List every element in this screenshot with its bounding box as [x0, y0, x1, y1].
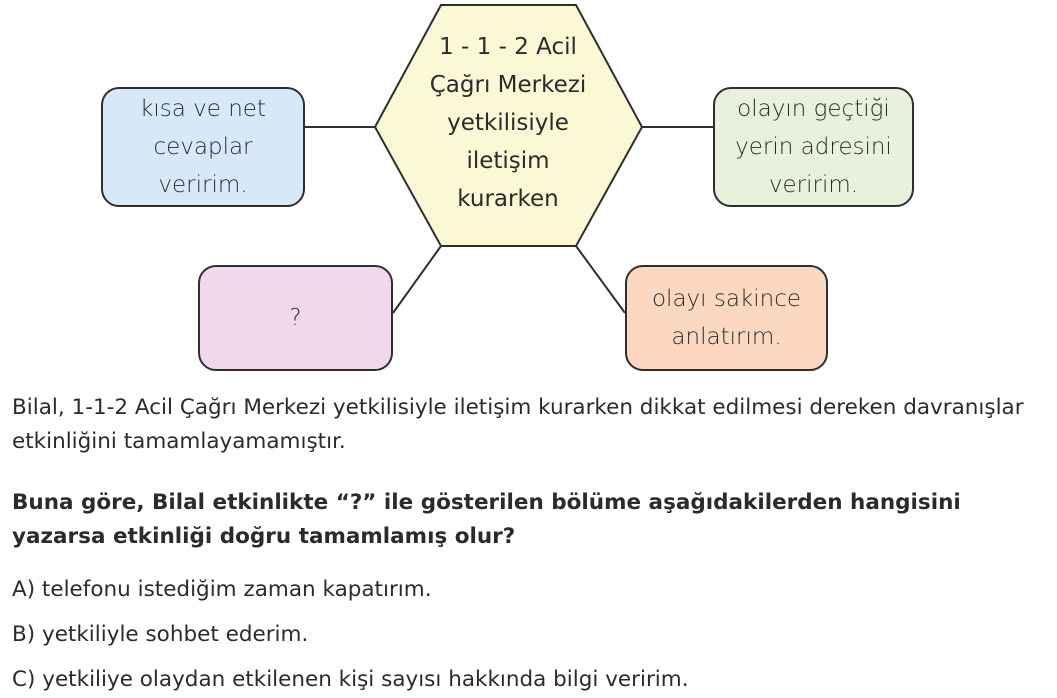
box-top-left: kısa ve net cevaplar veririm. — [101, 87, 305, 207]
option-a[interactable]: A) telefonu istediğim zaman kapatırım. — [12, 577, 432, 602]
question-text: Buna göre, Bilal etkinlikte “?” ile gösterilen bölüme aşağıdakilerden hangisini yazarsa etkinliği doğru tamamlamış olur? — [12, 490, 961, 549]
option-b[interactable]: B) yetkiliyle sohbet ederim. — [12, 622, 309, 647]
connector-bottom-right — [576, 246, 625, 313]
option-c[interactable]: C) yetkiliye olaydan etkilenen kişi sayısı hakkında bilgi veririm. — [12, 667, 689, 692]
center-hexagon-text: 1 - 1 - 2 Acil Çağrı Merkezi yetkilisiyle iletişim kurarken — [429, 34, 587, 212]
box-bottom-right: olayı sakince anlatırım. — [625, 265, 828, 371]
connector-bottom-left — [393, 246, 441, 313]
box-bottom-left: ? — [198, 265, 393, 371]
box-top-right: olayın geçtiği yerin adresini veririm. — [713, 87, 914, 207]
intro-text: Bilal, 1-1-2 Acil Çağrı Merkezi yetkilisiyle iletişim kurarken dikkat edilmesi dereken davranışlar etkinliğini tamamlayamamıştır. — [12, 395, 1024, 454]
